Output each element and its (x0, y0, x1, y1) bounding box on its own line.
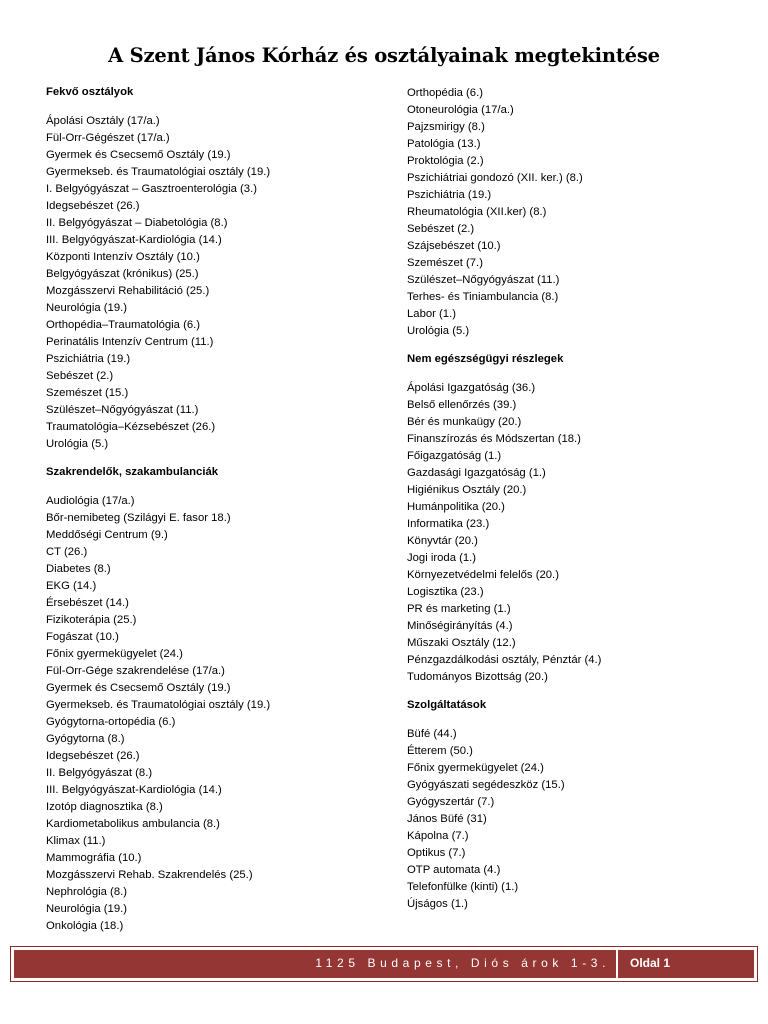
list-item: Belső ellenőrzés (39.) (407, 399, 517, 411)
list-item: III. Belgyógyászat-Kardiológia (14.) (46, 234, 222, 246)
list-item: Meddőségi Centrum (9.) (46, 529, 168, 541)
list-item: Főnix gyermekügyelet (24.) (407, 762, 544, 774)
page-footer (10, 946, 758, 982)
list-item: Érsebészet (14.) (46, 597, 129, 609)
list-item: Büfé (44.) (407, 728, 457, 740)
list-item: Gyermek és Csecsemő Osztály (19.) (46, 149, 231, 161)
list-item: Orthopédia (6.) (407, 87, 483, 99)
list-item: Szülészet–Nőgyógyászat (11.) (407, 274, 560, 286)
list-item: Könyvtár (20.) (407, 535, 478, 547)
list-item: Pajzsmirigy (8.) (407, 121, 485, 133)
list-item: Proktológia (2.) (407, 155, 484, 167)
list-item: Sebészet (2.) (46, 370, 114, 382)
list-item: Minőségirányítás (4.) (407, 620, 513, 632)
list-item: Gyógytorna (8.) (46, 733, 125, 745)
list-item: II. Belgyógyászat – Diabetológia (8.) (46, 217, 228, 229)
list-item: Otoneurológia (17/a.) (407, 104, 514, 116)
list-item: Szülészet–Nőgyógyászat (11.) (46, 404, 199, 416)
list-item: CT (26.) (46, 546, 88, 558)
list-item: Étterem (50.) (407, 745, 473, 757)
list-item: OTP automata (4.) (407, 864, 501, 876)
list-item: Labor (1.) (407, 308, 456, 320)
list-item: Fizikoterápia (25.) (46, 614, 137, 626)
list-item: Higiénikus Osztály (20.) (407, 484, 527, 496)
list-item: Urológia (5.) (46, 438, 109, 450)
service-list-szolgaltatasok (407, 726, 737, 913)
list-item: Gyógyászati segédeszköz (15.) (407, 779, 565, 791)
list-item: Főnix gyermekügyelet (24.) (46, 648, 183, 660)
list-item: Szájsebészet (10.) (407, 240, 501, 252)
list-item: Urológia (5.) (407, 325, 470, 337)
list-item: Orthopédia–Traumatológia (6.) (46, 319, 201, 331)
list-item: János Büfé (31) (407, 813, 487, 825)
list-item: Terhes- és Tiniambulancia (8.) (407, 291, 559, 303)
list-item: Onkológia (18.) (46, 920, 124, 932)
list-item: Patológia (13.) (407, 138, 481, 150)
list-item: I. Belgyógyászat – Gasztroenterológia (3.) (46, 183, 257, 195)
list-item: Gyermekseb. és Traumatológiai osztály (19.) (46, 166, 271, 178)
list-item: Újságos (1.) (407, 898, 468, 910)
list-item: Fül-Orr-Gégészet (17/a.) (46, 132, 170, 144)
list-item: EKG (14.) (46, 580, 97, 592)
list-item: Központi Intenzív Osztály (10.) (46, 251, 200, 263)
list-item: Izotóp diagnosztika (8.) (46, 801, 163, 813)
list-item: Jogi iroda (1.) (407, 552, 477, 564)
footer-bar (14, 950, 754, 978)
list-item: Főigazgatóság (1.) (407, 450, 502, 462)
list-item: III. Belgyógyászat-Kardiológia (14.) (46, 784, 222, 796)
list-item: Telefonfülke (kinti) (1.) (407, 881, 519, 893)
section-heading-szakrendelok: Szakrendelők, szakambulanciák (46, 466, 219, 478)
list-item: Környezetvédelmi felelős (20.) (407, 569, 559, 581)
list-item: Idegsebészet (26.) (46, 750, 140, 762)
section-heading-fekvo: Fekvő osztályok (46, 86, 134, 98)
list-item: Pszichiátria (19.) (407, 189, 492, 201)
section-heading-nem-egeszsegugyi: Nem egészségügyi részlegek (407, 353, 564, 365)
list-item: Kardiometabolikus ambulancia (8.) (46, 818, 220, 830)
list-item: Neurológia (19.) (46, 903, 128, 915)
list-item: Perinatális Intenzív Centrum (11.) (46, 336, 214, 348)
left-column (46, 84, 376, 946)
list-item: Belgyógyászat (krónikus) (25.) (46, 268, 199, 280)
list-item: Pénzgazdálkodási osztály, Pénztár (4.) (407, 654, 602, 666)
list-item: Nephrológia (8.) (46, 886, 128, 898)
list-item: Pszichiátria (19.) (46, 353, 131, 365)
department-list-nem-egeszsegugyi (407, 380, 737, 686)
list-item: Mammográfia (10.) (46, 852, 142, 864)
list-item: Szemészet (7.) (407, 257, 483, 269)
department-list-szakrendelok-continued (407, 85, 737, 340)
list-item: Bőr-nemibeteg (Szilágyi E. fasor 18.) (46, 512, 231, 524)
list-item: PR és marketing (1.) (407, 603, 511, 615)
list-item: Klimax (11.) (46, 835, 106, 847)
list-item: Optikus (7.) (407, 847, 466, 859)
list-item: Gyógytorna-ortopédia (6.) (46, 716, 176, 728)
list-item: Pszichiátriai gondozó (XII. ker.) (8.) (407, 172, 583, 184)
page-number: Oldal 1 (630, 956, 671, 970)
list-item: Gazdasági Igazgatóság (1.) (407, 467, 546, 479)
list-item: Szemészet (15.) (46, 387, 129, 399)
list-item: Diabetes (8.) (46, 563, 111, 575)
list-item: Neurológia (19.) (46, 302, 128, 314)
list-item: Bér és munkaügy (20.) (407, 416, 522, 428)
list-item: Humánpolitika (20.) (407, 501, 505, 513)
list-item: Gyógyszertár (7.) (407, 796, 495, 808)
department-list-fekvo (46, 113, 376, 453)
list-item: Sebészet (2.) (407, 223, 475, 235)
department-list-szakrendelok (46, 493, 376, 935)
list-item: Rheumatológia (XII.ker) (8.) (407, 206, 547, 218)
list-item: Tudományos Bizottság (20.) (407, 671, 548, 683)
right-column (407, 84, 737, 924)
list-item: Kápolna (7.) (407, 830, 469, 842)
list-item: Ápolási Osztály (17/a.) (46, 115, 160, 127)
list-item: Mozgásszervi Rehabilitáció (25.) (46, 285, 210, 297)
footer-address: 1125 Budapest, Diós árok 1-3. (315, 956, 610, 970)
list-item: Gyermekseb. és Traumatológiai osztály (19.) (46, 699, 271, 711)
list-item: Műszaki Osztály (12.) (407, 637, 516, 649)
list-item: Idegsebészet (26.) (46, 200, 140, 212)
document-title: A Szent János Kórház és osztályainak megtekintése (108, 44, 660, 67)
list-item: Ápolási Igazgatóság (36.) (407, 382, 536, 394)
list-item: Informatika (23.) (407, 518, 490, 530)
list-item: Gyermek és Csecsemő Osztály (19.) (46, 682, 231, 694)
list-item: Logisztika (23.) (407, 586, 484, 598)
list-item: Fül-Orr-Gége szakrendelése (17/a.) (46, 665, 225, 677)
list-item: II. Belgyógyászat (8.) (46, 767, 153, 779)
section-heading-szolgaltatasok: Szolgáltatások (407, 699, 487, 711)
list-item: Traumatológia–Kézsebészet (26.) (46, 421, 216, 433)
list-item: Mozgásszervi Rehab. Szakrendelés (25.) (46, 869, 253, 881)
list-item: Audiológia (17/a.) (46, 495, 135, 507)
list-item: Fogászat (10.) (46, 631, 119, 643)
list-item: Finanszírozás és Módszertan (18.) (407, 433, 581, 445)
